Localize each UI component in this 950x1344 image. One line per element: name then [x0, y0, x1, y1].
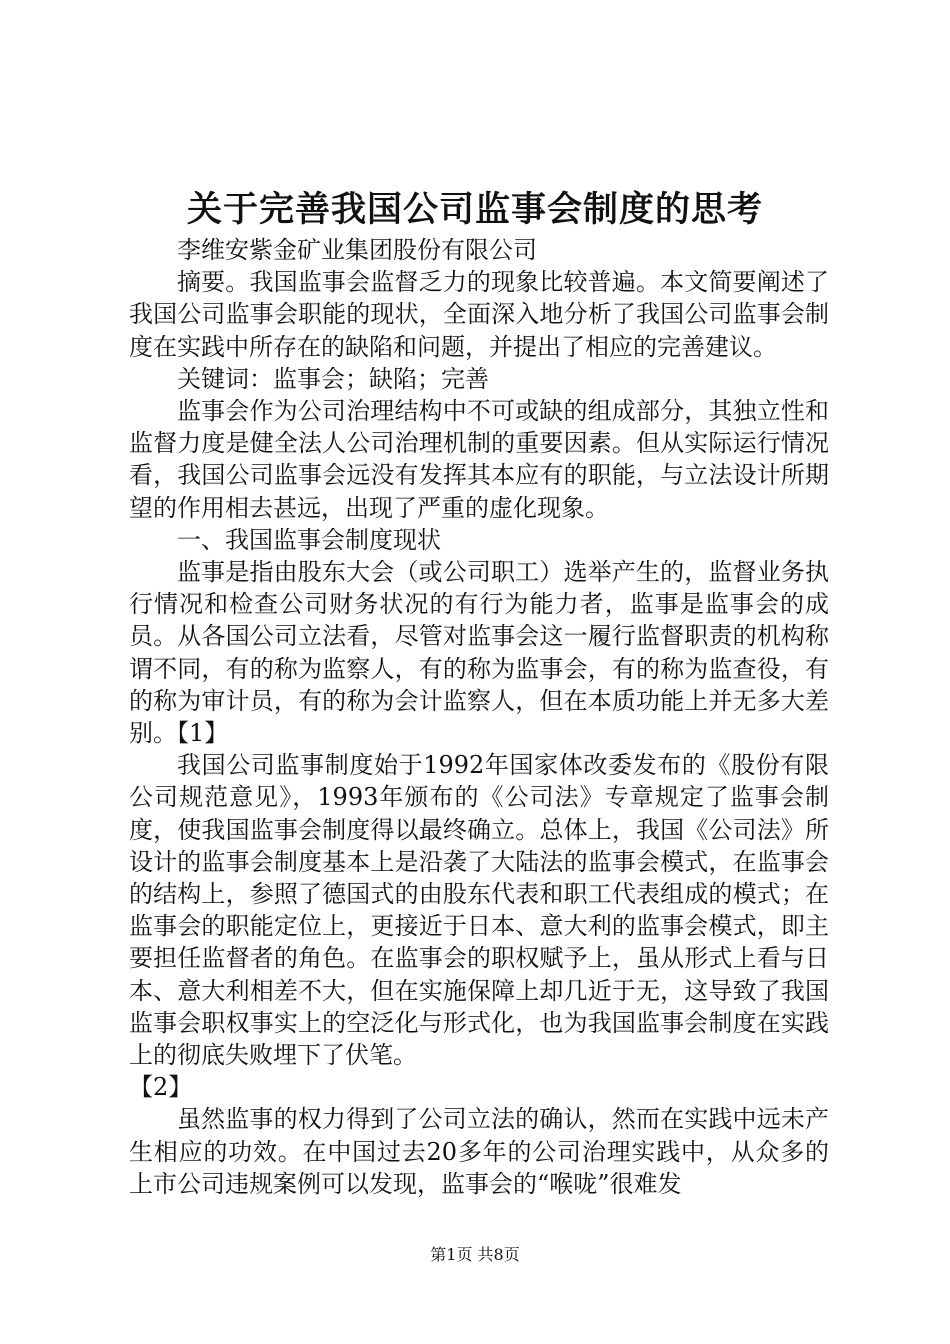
body-paragraph: 监事是指由股东大会（或公司职工）选举产生的，监督业务执行情况和检查公司财务状况的有行为能力者，监事是监事会的成员。从各国公司立法看，尽管对监事会这一履行监督职责的机构称谓不同，有的称为监察人，有的称为监事会，有的称为监查役，有的称为审计员，有的称为会计监察人，但在本质功能上并无多大差别。【1】 [129, 558, 829, 748]
body-paragraph: 监事会作为公司治理结构中不可或缺的组成部分，其独立性和监督力度是健全法人公司治理机制的重要因素。但从实际运行情况看，我国公司监事会远没有发挥其本应有的职能，与立法设计所期望的作用相去甚远，出现了严重的虚化现象。 [129, 397, 829, 522]
section-heading: 一、我国监事会制度现状 [177, 525, 441, 554]
keywords-line: 关键词：监事会；缺陷；完善 [177, 364, 489, 393]
body-paragraph: 我国公司监事制度始于1992年国家体改委发布的《股份有限公司规范意见》，1993年颁布的《公司法》专章规定了监事会制度，使我国监事会制度得以最终确立。总体上，我国《公司法》所设计的监事会制度基本上是沿袭了大陆法的监事会模式，在监事会的结构上，参照了德国式的由股东代表和职工代表组成的模式；在监事会的职能定位上，更接近于日本、意大利的监事会模式，即主要担任监督者的角色。在监事会的职权赋予上，虽从形式上看与日本、意大利相差不大，但在实施保障上却几近于无，这导致了我国监事会职权事实上的空泛化与形式化，也为我国监事会制度在实践上的彻底失败埋下了伏笔。 [129, 751, 829, 1070]
body-paragraph: 虽然监事的权力得到了公司立法的确认，然而在实践中远未产生相应的功效。在中国过去20多年的公司治理实践中，从众多的上市公司违规案例可以发现，监事会的“喉咙”很难发 [129, 1105, 829, 1198]
document-body [129, 234, 829, 1200]
author-line: 李维安紫金矿业集团股份有限公司 [177, 236, 537, 264]
page-indicator: 第1页 共8页 [430, 1245, 520, 1264]
citation-marker: 【2】 [129, 1073, 193, 1102]
document-title: 关于完善我国公司监事会制度的思考 [186, 189, 763, 230]
abstract-paragraph: 摘要。我国监事会监督乏力的现象比较普遍。本文简要阐述了我国公司监事会职能的现状，全面深入地分析了我国公司监事会制度在实践中所存在的缺陷和问题，并提出了相应的完善建议。 [129, 268, 829, 361]
